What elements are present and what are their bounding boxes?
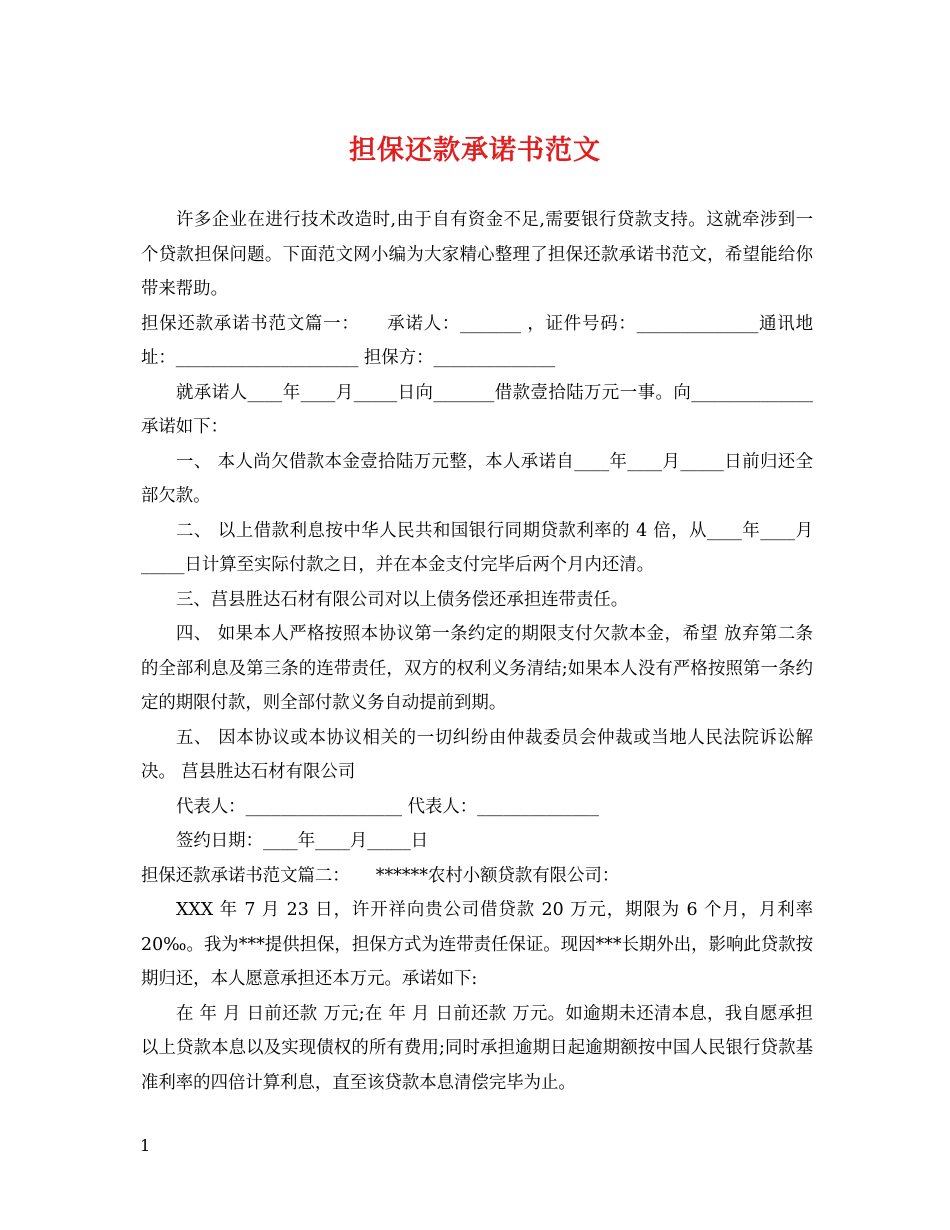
commitment-statement: 就承诺人____年____月_____日向_______借款壹拾陆万元一事。向______________承诺如下： (141, 382, 813, 437)
representatives-line: 代表人：__________________ 代表人：______________ (176, 796, 599, 817)
document-title: 担保还款承诺书范文 (349, 135, 601, 166)
loan-guarantee-paragraph: XXX 年 7 月 23 日，许开祥向贵公司借贷款 20 万元，期限为 6 个月，月利率 20‰。我为***提供担保，担保方式为连带责任保证。现因***长期外出，影响此贷款按期归还，本人愿意承担还本万元。承诺如下: (141, 900, 813, 989)
clause-two: 二、 以上借款利息按中华人民共和国银行同期贷款利率的 4 倍，从____年____月_____日计算至实际付款之日，并在本金支付完毕后两个月内还清。 (141, 520, 813, 575)
clause-one: 一、 本人尚欠借款本金壹拾陆万元整，本人承诺自____年____月_____日前归还全部欠款。 (141, 451, 813, 506)
signing-date-line: 签约日期：____年____月_____日 (176, 831, 429, 851)
sample-one-header: 担保还款承诺书范文篇一： 承诺人：_______ ，证件号码：______________通讯地址：_____________________ 担保方：______________ (141, 313, 813, 368)
clause-five: 五、 因本协议或本协议相关的一切纠纷由仲裁委员会仲裁或当地人民法院诉讼解决。 莒县胜达石材有限公司 (141, 727, 813, 782)
intro-paragraph: 许多企业在进行技术改造时,由于自有资金不足,需要银行贷款支持。这就牵涉到一个贷款担保问题。下面范文网小编为大家精心整理了担保还款承诺书范文，希望能给你带来帮助。 (141, 210, 813, 299)
clause-four: 四、 如果本人严格按照本协议第一条约定的期限支付欠款本金，希望 放弃第二条的全部利息及第三条的连带责任，双方的权利义务清结;如果本人没有严格按照第一条约定的期限付款，则全部付款义务自动提前到期。 (141, 624, 813, 713)
page-number: 1 (140, 1136, 151, 1155)
repayment-commitment-paragraph: 在 年 月 日前还款 万元;在 年 月 日前还款 万元。如逾期未还清本息，我自愿承担以上贷款本息以及实现债权的所有费用;同时承担逾期日起逾期额按中国人民银行贷款基准利率的四倍计算利息，直至该贷款本息清偿完毕为止。 (141, 1003, 813, 1093)
clause-three: 三、莒县胜达石材有限公司对以上债务偿还承担连带责任。 (176, 589, 629, 610)
document-body (141, 203, 813, 1100)
sample-two-header: 担保还款承诺书范文篇二： ******农村小额贷款有限公司： (141, 865, 620, 886)
